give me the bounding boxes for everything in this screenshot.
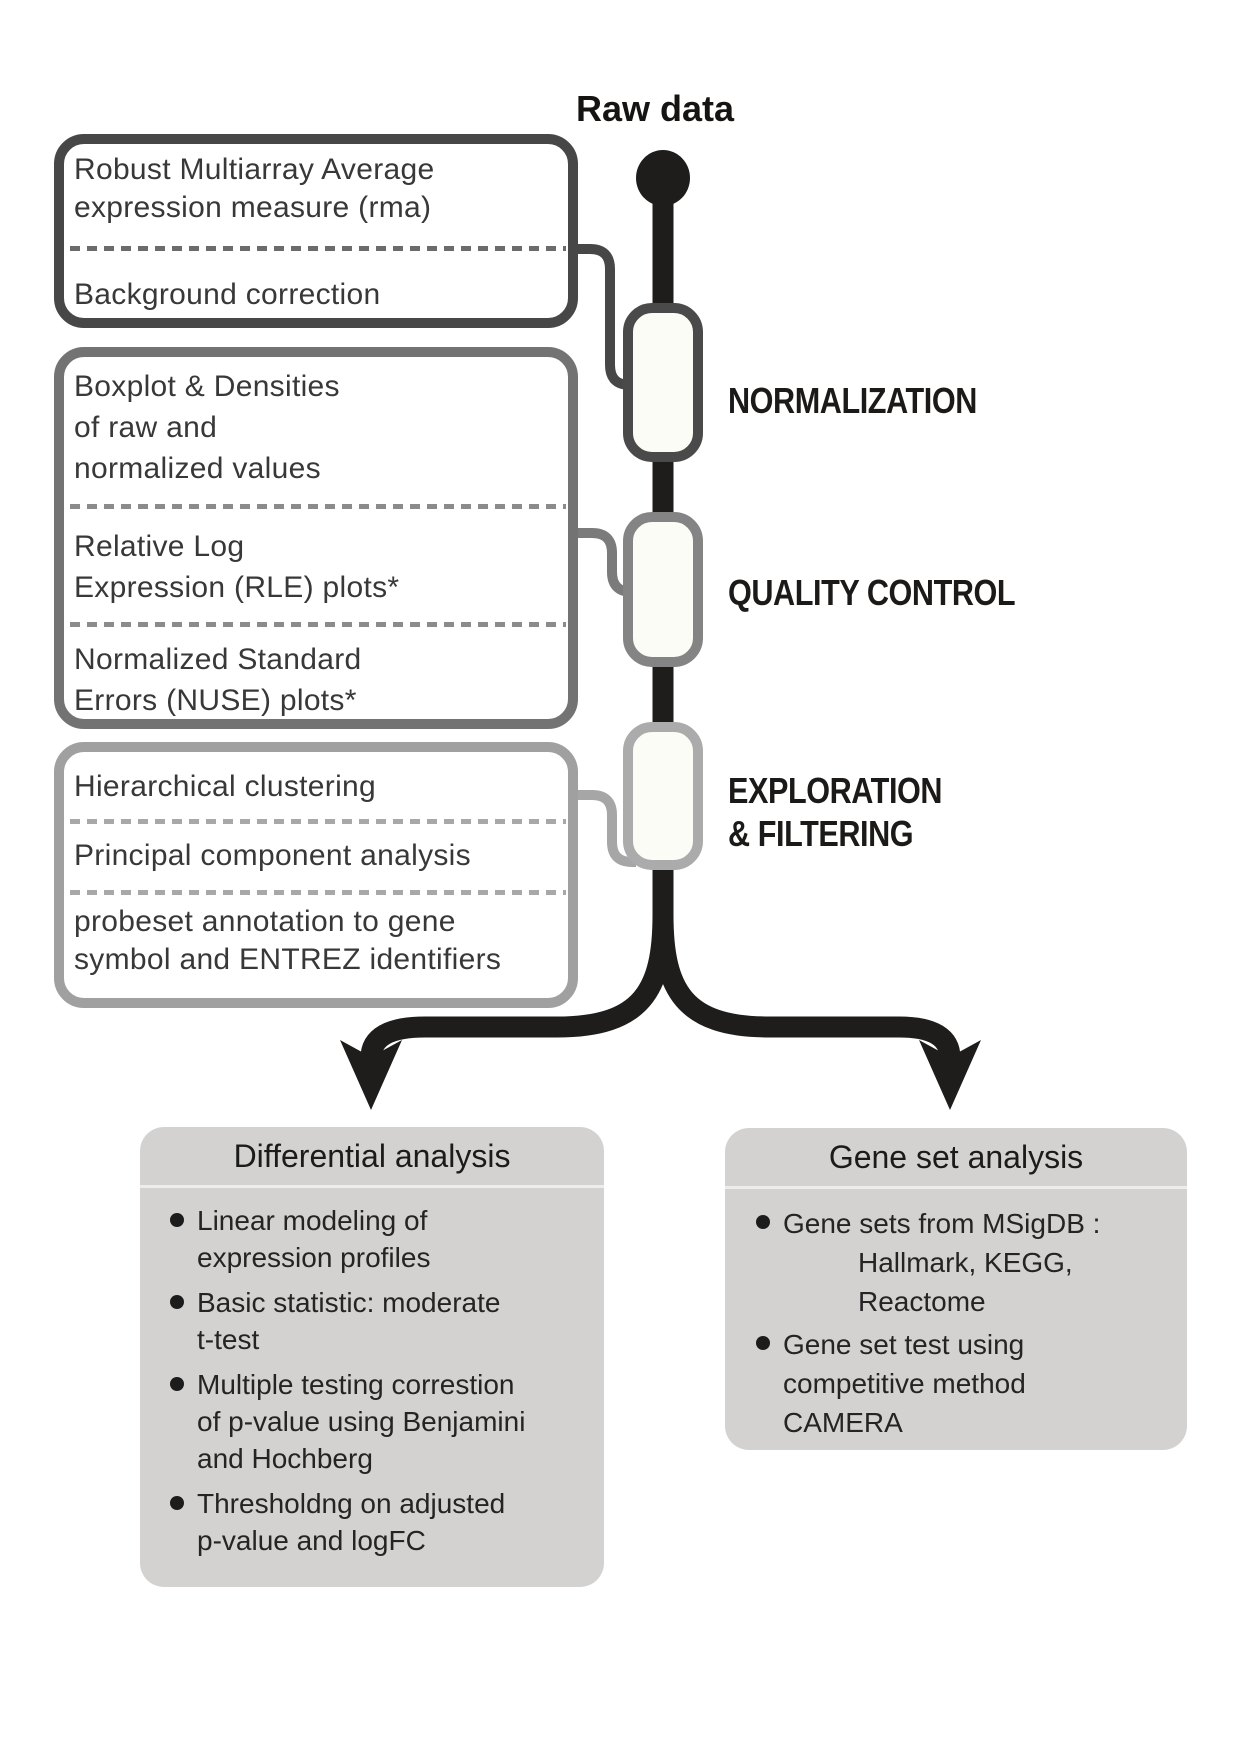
dashed-divider bbox=[70, 622, 566, 627]
method-line: Background correction bbox=[74, 278, 381, 311]
method-line: Hierarchical clustering bbox=[74, 770, 377, 803]
bullet-line: Gene set test using bbox=[783, 1329, 1025, 1360]
method-box-normalization bbox=[54, 134, 578, 328]
branch-arm-right bbox=[663, 915, 950, 1058]
method-section bbox=[74, 903, 562, 979]
method-line: Expression (RLE) plots* bbox=[74, 571, 400, 604]
bullet-line: competitive method bbox=[783, 1368, 1026, 1399]
raw-data-label: Raw data bbox=[576, 88, 735, 129]
bullet-item bbox=[197, 1366, 592, 1477]
bullet-line: Linear modeling of bbox=[197, 1205, 428, 1236]
method-section bbox=[74, 276, 562, 314]
bullet-line: and Hochberg bbox=[197, 1443, 373, 1474]
bullet-line: Thresholdng on adjusted bbox=[197, 1488, 506, 1519]
method-line: Boxplot & Densities bbox=[74, 370, 340, 403]
bullet-line: Basic statistic: moderate bbox=[197, 1287, 501, 1318]
stage-node-exploration bbox=[628, 727, 698, 865]
method-line: probeset annotation to gene bbox=[74, 905, 456, 938]
bullet-line: Hallmark, KEGG, bbox=[858, 1247, 1073, 1278]
dashed-divider bbox=[70, 819, 566, 824]
bullet-line: p-value and logFC bbox=[197, 1525, 426, 1556]
bullet-item bbox=[783, 1204, 1179, 1321]
result-box-differential-analysis bbox=[140, 1127, 604, 1587]
result-box-title: Differential analysis bbox=[233, 1137, 511, 1174]
stage-label-line: NORMALIZATION bbox=[728, 380, 977, 421]
stage-label-exploration bbox=[728, 769, 942, 855]
stage-label-line: QUALITY CONTROL bbox=[728, 572, 1016, 613]
method-line: Robust Multiarray Average bbox=[74, 153, 435, 186]
method-section bbox=[74, 526, 562, 608]
stage-label-line: & FILTERING bbox=[728, 813, 914, 854]
result-box-title: Gene set analysis bbox=[828, 1138, 1084, 1175]
method-section bbox=[74, 768, 562, 806]
bullet-list bbox=[140, 1188, 604, 1559]
stage-node-quality-control bbox=[628, 517, 698, 662]
bullet-line: Gene sets from MSigDB : bbox=[783, 1208, 1101, 1239]
result-box-gene-set-analysis bbox=[725, 1128, 1187, 1450]
bullet-dot-icon bbox=[170, 1377, 184, 1391]
bullet-item bbox=[783, 1325, 1179, 1442]
method-line: Errors (NUSE) plots* bbox=[74, 684, 357, 717]
stage-label-quality-control bbox=[728, 571, 1015, 614]
stage-node-normalization bbox=[628, 308, 698, 457]
dashed-divider bbox=[70, 890, 566, 895]
bullet-dot-icon bbox=[170, 1496, 184, 1510]
bullet-line: expression profiles bbox=[197, 1242, 431, 1273]
method-line: Relative Log bbox=[74, 530, 245, 563]
method-section bbox=[74, 837, 562, 875]
bullet-line: Reactome bbox=[858, 1286, 986, 1317]
stage-label-normalization bbox=[728, 379, 977, 422]
method-line: of raw and bbox=[74, 411, 218, 444]
method-line: Normalized Standard bbox=[74, 643, 362, 676]
method-line: normalized values bbox=[74, 452, 321, 485]
dashed-divider bbox=[70, 246, 566, 251]
stage-label-line: EXPLORATION bbox=[728, 770, 943, 811]
method-line: expression measure (rma) bbox=[74, 191, 432, 224]
method-section bbox=[74, 151, 562, 227]
method-section bbox=[74, 639, 562, 721]
bullet-line: Multiple testing correstion bbox=[197, 1369, 515, 1400]
bullet-item bbox=[197, 1485, 592, 1559]
bullet-line: CAMERA bbox=[783, 1407, 903, 1438]
bullet-line: t-test bbox=[197, 1324, 260, 1355]
bullet-item bbox=[197, 1202, 592, 1276]
bullet-list bbox=[725, 1189, 1187, 1442]
bullet-dot-icon bbox=[756, 1215, 770, 1229]
method-box-quality-control bbox=[54, 347, 578, 729]
bullet-line: of p-value using Benjamini bbox=[197, 1406, 526, 1437]
bullet-dot-icon bbox=[756, 1336, 770, 1350]
dashed-divider bbox=[70, 504, 566, 509]
method-box-exploration bbox=[54, 742, 578, 1008]
method-line: symbol and ENTREZ identifiers bbox=[74, 943, 502, 976]
bullet-dot-icon bbox=[170, 1213, 184, 1227]
bullet-dot-icon bbox=[170, 1295, 184, 1309]
method-line: Principal component analysis bbox=[74, 839, 471, 872]
bullet-item bbox=[197, 1284, 592, 1358]
method-section bbox=[74, 366, 562, 489]
